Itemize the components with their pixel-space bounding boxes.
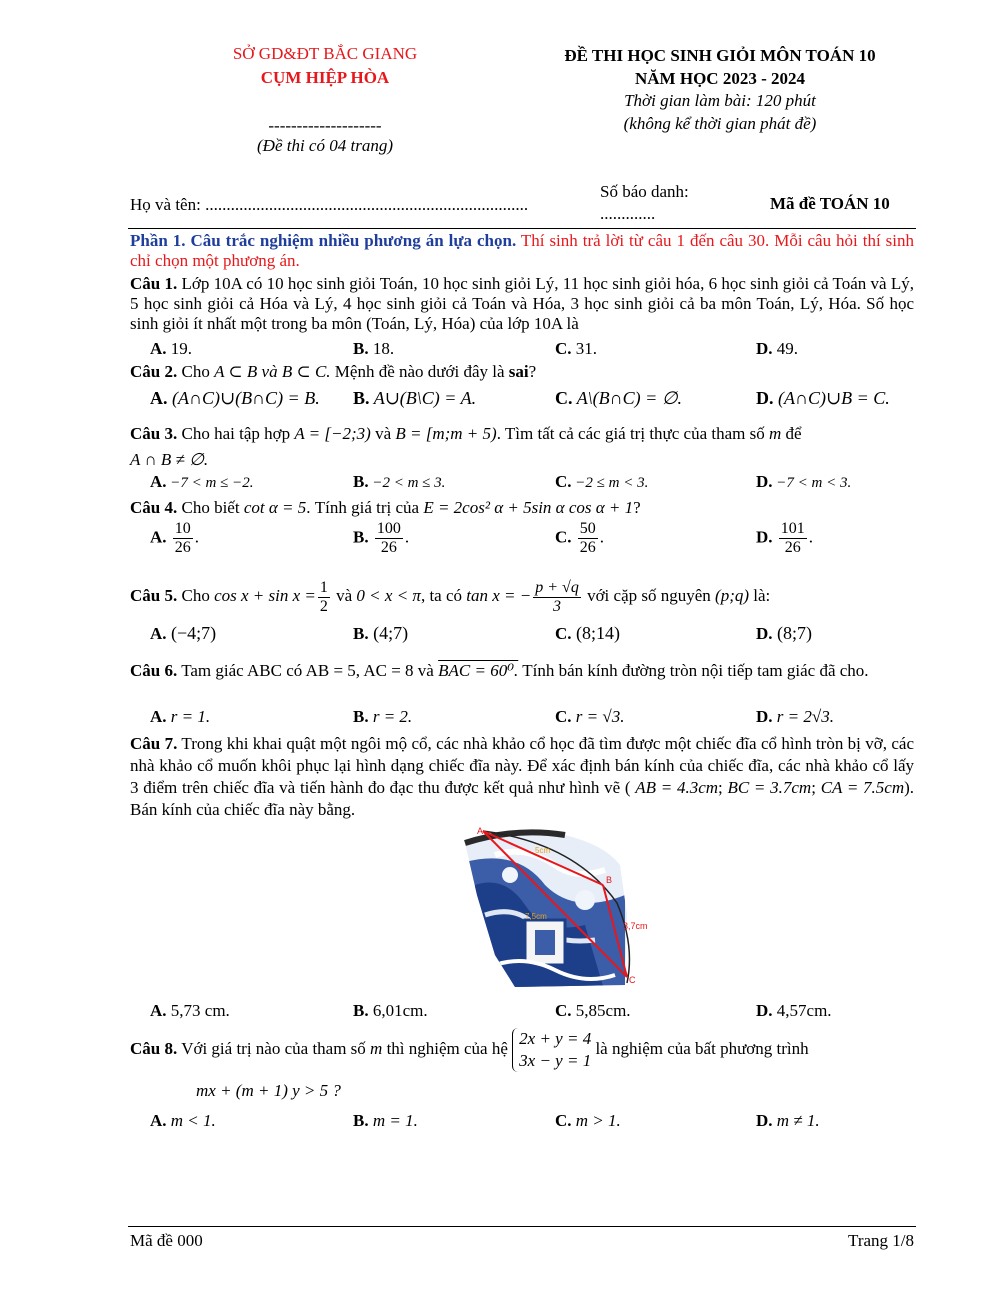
q7-separator: ; [811,778,816,797]
option-text: m < 1. [170,1111,216,1130]
q3-label: Câu 3. [130,424,178,443]
question-7 [130,733,914,821]
q2-emphasis: sai [508,362,529,381]
option-label: C. [555,1001,572,1020]
option-label: C. [555,527,572,547]
q1-option-a[interactable] [150,339,192,359]
q7-option-a[interactable] [150,1001,230,1021]
point-c-label: C [629,975,636,985]
q3-text-d: để [785,424,802,443]
q2-text-c: ? [528,362,537,381]
q2-text-a: Cho [181,362,210,381]
q3-set-a: A = [−2;3) [294,424,371,443]
q1-option-c[interactable] [555,339,597,359]
q7-text-b: ). Bán kính của chiếc đĩa này bằng. [130,778,915,819]
q3-text-a: Cho hai tập hợp [181,424,291,443]
option-label: B. [353,707,369,726]
option-label: C. [555,1111,572,1130]
q3-param: m [769,424,782,443]
option-text: 4,57cm. [776,1001,832,1020]
footer-page-number: Trang 1/8 [848,1231,914,1250]
option-fraction [375,520,403,557]
q4-option-c[interactable] [555,520,604,557]
denominator: 3 [553,597,562,615]
question-3 [130,421,914,473]
q5-options [150,623,914,645]
option-label: C. [555,707,572,726]
option-label: B. [353,527,369,547]
option-label: B. [353,339,369,358]
q8-inequality: mx + (m + 1) y > 5 ? [196,1081,341,1100]
denominator: 26 [174,539,191,556]
q6-option-c[interactable] [555,707,624,727]
q7-separator: ; [718,778,723,797]
option-text: r = √3. [575,707,625,726]
q2-options [150,388,914,410]
q5-text-c: , ta có [420,586,463,605]
q6-options [150,707,914,729]
q1-text: Lớp 10A có 10 học sinh giỏi Toán, 10 học sinh giỏi Lý, 11 học sinh giỏi hóa, 6 học sinh giỏi cả Toán và Lý, 5 học sinh giỏi cả Hóa và Lý, 4 học sinh giỏi cả Toán và Hóa, 3 học sinh giỏi cả ba môn Toán, Lý, Hóa. Số học sinh giỏi ít nhất một trong ba môn (Toán, Lý, Hóa) của lớp 10A là [130,274,915,333]
option-text: (−4;7) [171,623,217,643]
denominator: 26 [784,539,801,556]
q6-option-d[interactable] [756,707,834,727]
q8-option-a[interactable] [150,1111,216,1131]
denominator: 26 [579,539,596,556]
q2-text-b: Mệnh đề nào dưới đây là [334,362,505,381]
time-note: (không kể thời gian phát đề) [623,114,817,133]
option-tail: . [599,527,605,547]
option-text: A∪(B\C) = A. [373,388,477,408]
numerator: p + √q [535,578,579,596]
q3-options [150,472,914,494]
option-label: B. [353,1111,369,1130]
option-text: −2 ≤ m < 3. [575,475,649,491]
option-fraction [578,520,598,557]
q5-option-b[interactable] [353,623,408,644]
footer-rule [128,1226,916,1227]
page-count-note: (Đề thi có 04 trang) [257,136,393,155]
option-label: C. [555,388,573,408]
q8-label: Câu 8. [130,1039,178,1058]
q7-measure-bc: BC = 3.7cm [727,778,812,797]
option-text: 19. [170,339,193,358]
q7-option-c[interactable] [555,1001,631,1021]
option-fraction [173,520,193,557]
question-4 [130,498,914,518]
numerator: 101 [780,520,805,537]
q1-label: Câu 1. [130,274,178,293]
q6-label: Câu 6. [130,661,178,680]
q7-measure-ca: CA = 7.5cm [820,778,905,797]
q2-math: A ⊂ B và B ⊂ C. [214,362,331,381]
option-label: A. [150,1111,167,1130]
q3-set-b: B = [m;m + 5) [395,424,497,443]
option-label: A. [150,472,167,491]
q8-param: m [370,1039,383,1058]
option-label: D. [756,472,773,491]
q4-option-a[interactable] [150,520,199,557]
numerator: 50 [579,520,596,537]
q2-option-c[interactable] [555,388,682,409]
q7-text-a: Trong khi khai quật một ngôi mộ cổ, các nhà khảo cổ học đã tìm được một chiếc đĩa cổ hình tròn bị vỡ, các nhà khảo cổ muốn khôi phục lại hình dạng chiếc đĩa này. Để xác định bán kính của chiếc đĩa, các nhà khảo cổ lấy 3 điểm trên chiếc đĩa và tiến hành đo đạc thu được kết quả như hình vẽ ( [130,734,914,797]
q5-text-d: với cặp số nguyên [587,586,711,605]
part1-heading [130,231,914,271]
q6-text-a: Tam giác ABC có AB = 5, AC = 8 và [181,661,434,680]
option-label: D. [756,339,773,358]
option-tail: . [808,527,814,547]
question-5 [130,573,914,619]
system-line-1: 2x + y = 4 [519,1029,592,1049]
q1-option-d[interactable] [756,339,798,359]
option-text: −7 < m ≤ −2. [170,475,254,491]
label-ab: 5cm [535,846,551,855]
option-label: C. [555,339,572,358]
q2-option-d[interactable] [756,388,890,409]
option-text: (A∩C)∪B = C. [778,388,890,408]
option-label: D. [756,527,773,547]
numerator: 10 [174,520,191,537]
q8-option-c[interactable] [555,1111,621,1131]
option-label: A. [150,388,168,408]
q5-tan: tan x = − [466,586,532,605]
student-name-field: Họ và tên: ............................................................................ [130,195,529,214]
option-text: 49. [776,339,799,358]
q8-text-c: là nghiệm của bất phương trình [595,1039,809,1058]
option-label: C. [555,624,572,643]
question-8 [130,1024,914,1076]
question-2 [130,362,914,382]
option-text: (4;7) [373,623,409,643]
option-label: A. [150,339,167,358]
q5-pair: (p;q) [715,586,750,605]
q4-label: Câu 4. [130,498,178,517]
q7-label: Câu 7. [130,734,178,753]
option-text: 5,73 cm. [170,1001,230,1020]
q6-text-b: Tính bán kính đường tròn nội tiếp tam giác đã cho. [522,661,869,680]
q6-angle: BAC = 60⁰. [438,661,519,680]
q6-option-b[interactable] [353,707,412,727]
option-text: (8;7) [777,623,813,643]
q5-equation: cos x + sin x = [214,586,316,605]
option-label: A. [150,707,167,726]
option-text: r = 2√3. [776,707,834,726]
option-text: r = 1. [170,707,211,726]
q8-text-b: thì nghiệm của hệ [386,1039,508,1058]
option-text: m = 1. [372,1111,418,1130]
option-text: m ≠ 1. [776,1111,820,1130]
option-label: B. [353,624,369,643]
q5-label: Câu 5. [130,586,178,605]
q4-given: cot α = 5 [243,498,307,517]
q3-option-c[interactable] [555,472,648,492]
option-label: D. [756,707,773,726]
option-text: m > 1. [575,1111,621,1130]
department-name: SỞ GD&ĐT BẮC GIANG [232,44,418,63]
option-text: 18. [372,339,395,358]
q5-tan-fraction [533,579,581,616]
option-label: A. [150,624,167,643]
q4-text-b: . Tính giá trị của [306,498,420,517]
q2-option-b[interactable] [353,388,476,409]
q5-option-a[interactable] [150,623,216,644]
q4-option-b[interactable] [353,520,409,557]
q3-option-b[interactable] [353,472,445,492]
broken-plate-figure [455,825,665,993]
q5-text-a: Cho [181,586,210,605]
q2-option-a[interactable] [150,388,320,409]
q4-text-c: ? [633,498,641,517]
cluster-name: CỤM HIỆP HÒA [260,68,390,87]
option-text: 31. [575,339,598,358]
q4-expression: E = 2cos² α + 5sin α cos α + 1 [423,498,634,517]
q1-option-b[interactable] [353,339,394,359]
q2-label: Câu 2. [130,362,178,381]
point-a-label: A [477,826,484,836]
system-line-2: 3x − y = 1 [519,1051,592,1071]
option-label: D. [756,1001,773,1020]
option-text: 6,01cm. [372,1001,428,1020]
exam-title: ĐỀ THI HỌC SINH GIỎI MÔN TOÁN 10 [564,46,876,65]
label-ca: 7,5cm [525,912,547,921]
school-year: NĂM HỌC 2023 - 2024 [635,69,805,88]
option-label: D. [756,1111,773,1130]
q7-measure-ab: AB = 4.3cm [635,778,719,797]
option-text: 5,85cm. [575,1001,631,1020]
q5-fraction [318,579,330,616]
numerator: 1 [319,578,328,596]
point-b-label: B [606,875,613,885]
q8-equation-system [512,1028,591,1072]
q7-option-b[interactable] [353,1001,428,1021]
q8-option-d[interactable] [756,1111,820,1131]
q5-range: 0 < x < π [356,586,421,605]
option-label: B. [353,472,369,491]
option-label: A. [150,527,167,547]
option-label: D. [756,388,774,408]
question-1 [130,274,914,334]
option-text: (A∩C)∪(B∩C) = B. [172,388,320,408]
part1-instruction: Thí sinh trả lời từ câu 1 đến câu 30. Mỗi câu hỏi thí sinh chỉ chọn một phương án. [130,231,914,270]
denominator: 2 [319,597,328,615]
time-limit: Thời gian làm bài: 120 phút [624,91,816,110]
exam-code: Mã đề TOÁN 10 [770,194,890,213]
q5-option-c[interactable] [555,623,620,644]
q7-option-d[interactable] [756,1001,832,1021]
option-text: −2 < m ≤ 3. [372,475,446,491]
denominator: 26 [380,539,397,556]
option-label: D. [756,624,773,643]
q5-text-e: là: [753,586,771,605]
q1-options [150,339,914,361]
q3-option-a[interactable] [150,472,253,492]
option-label: B. [353,388,370,408]
question-6 [130,661,914,681]
q8-options [150,1111,914,1133]
option-text: (8;14) [576,623,621,643]
option-label: B. [353,1001,369,1020]
q5-text-b: và [336,586,353,605]
q8-option-b[interactable] [353,1111,418,1131]
option-tail: . [194,527,200,547]
q8-text-a: Với giá trị nào của tham số [181,1039,366,1058]
q6-option-a[interactable] [150,707,210,727]
q4-options [150,520,914,564]
candidate-number-dots: ............. [600,204,656,223]
header-separator: -------------------- [268,116,382,135]
header-rule [128,228,916,229]
option-fraction [779,520,807,557]
q3-option-d[interactable] [756,472,851,492]
footer-exam-code: Mã đề 000 [130,1231,203,1250]
option-text: A\(B∩C) = ∅. [576,388,682,408]
q3-text-b: và [375,424,392,443]
option-label: A. [150,1001,167,1020]
option-tail: . [404,527,410,547]
q4-text-a: Cho biết [181,498,240,517]
q5-option-d[interactable] [756,623,812,644]
option-label: C. [555,472,572,491]
q4-option-d[interactable] [756,520,813,557]
option-text: r = 2. [372,707,413,726]
q3-condition: A ∩ B ≠ ∅. [130,450,209,469]
q3-text-c: . Tìm tất cả các giá trị thực của tham số [496,424,765,443]
numerator: 100 [376,520,401,537]
option-text: −7 < m < 3. [776,475,852,491]
q7-options [150,1001,914,1023]
candidate-number-label: Số báo danh: [600,182,689,201]
label-bc: 3,7cm [623,921,648,931]
part1-title: Phần 1. Câu trắc nghiệm nhiều phương án lựa chọn. [130,231,517,250]
